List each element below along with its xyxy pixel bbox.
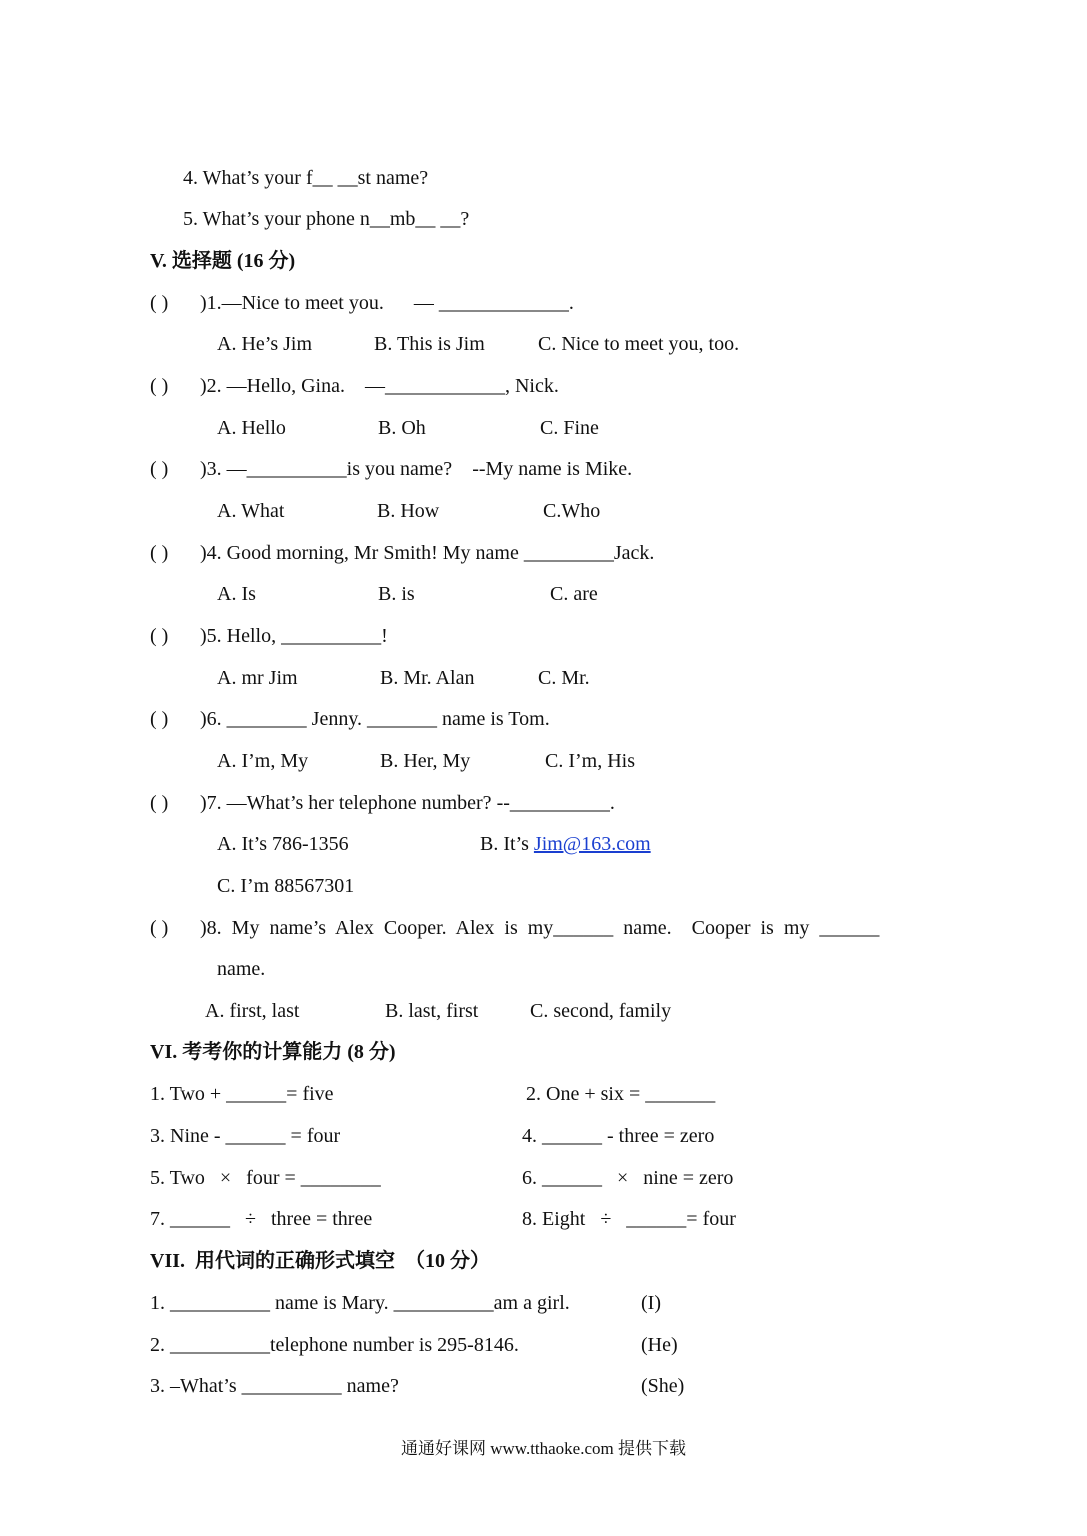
answer-blank[interactable]: ( ) — [150, 708, 169, 730]
section-7-heading: VII. 用代词的正确形式填空 （10 分） — [150, 1250, 491, 1272]
option-b: B. Oh — [378, 417, 426, 439]
mc-question-1: )1.—Nice to meet you. — _____________. — [200, 292, 574, 314]
mc-question-5: )5. Hello, __________! — [200, 625, 388, 647]
option-c: C. Mr. — [538, 667, 590, 689]
pronoun-hint-3: (She) — [641, 1375, 685, 1397]
email-link[interactable]: Jim@163.com — [533, 833, 651, 855]
option-c: C.Who — [543, 500, 601, 522]
option-a: A. Hello — [217, 417, 286, 439]
option-c: C. I’m 88567301 — [217, 875, 355, 897]
mc-question-7: )7. —What’s her telephone number? --__________. — [200, 792, 615, 814]
calc-item-4: 4. ______ - three = zero — [522, 1125, 715, 1147]
pronoun-item-3: 3. –What’s __________ name? — [150, 1375, 399, 1397]
calc-item-1: 1. Two + ______= five — [150, 1083, 334, 1105]
fill-question-5: 5. What’s your phone n__mb__ __? — [183, 208, 470, 230]
option-b — [480, 832, 651, 856]
calc-item-3: 3. Nine - ______ = four — [150, 1125, 341, 1147]
option-a: A. first, last — [205, 1000, 300, 1022]
answer-blank[interactable]: ( ) — [150, 792, 169, 814]
mc-question-2: )2. —Hello, Gina. —____________, Nick. — [200, 375, 559, 397]
pronoun-item-2: 2. __________telephone number is 295-8146. — [150, 1334, 519, 1356]
option-a: A. It’s 786-1356 — [217, 833, 349, 855]
option-c: C. I’m, His — [545, 750, 635, 772]
option-b: B. last, first — [385, 1000, 479, 1022]
page-footer: 通通好课网 www.tthaoke.com 提供下载 — [400, 1439, 687, 1458]
option-b: B. Mr. Alan — [380, 667, 475, 689]
option-c: C. are — [550, 583, 598, 605]
calc-item-7: 7. ______ ÷ three = three — [150, 1208, 373, 1230]
mc-question-8-continued: name. — [217, 958, 266, 980]
option-b: B. is — [378, 583, 415, 605]
answer-blank[interactable]: ( ) — [150, 542, 169, 564]
calc-item-2: 2. One + six = _______ — [526, 1083, 716, 1105]
answer-blank[interactable]: ( ) — [150, 292, 169, 314]
mc-question-8: )8. My name’s Alex Cooper. Alex is my______ name. Cooper is my ______ — [200, 917, 880, 939]
option-c: C. Fine — [540, 417, 599, 439]
option-a: A. I’m, My — [217, 750, 309, 772]
option-b: B. Her, My — [380, 750, 471, 772]
pronoun-hint-1: (I) — [641, 1292, 661, 1314]
answer-blank[interactable]: ( ) — [150, 375, 169, 397]
calc-item-8: 8. Eight ÷ ______= four — [522, 1208, 736, 1230]
option-a: A. What — [217, 500, 285, 522]
option-b: B. How — [377, 500, 440, 522]
option-c: C. Nice to meet you, too. — [538, 333, 740, 355]
answer-blank[interactable]: ( ) — [150, 625, 169, 647]
option-a: A. He’s Jim — [217, 333, 312, 355]
pronoun-item-1: 1. __________ name is Mary. __________am a girl. — [150, 1292, 570, 1314]
option-b-label: B. It’s — [480, 833, 534, 855]
answer-blank[interactable]: ( ) — [150, 917, 169, 939]
fill-question-4: 4. What’s your f__ __st name? — [183, 167, 429, 189]
calc-item-5: 5. Two × four = ________ — [150, 1167, 381, 1189]
mc-question-4: )4. Good morning, Mr Smith! My name _________Jack. — [200, 542, 655, 564]
option-a: A. Is — [217, 583, 256, 605]
calc-item-6: 6. ______ × nine = zero — [522, 1167, 734, 1189]
mc-question-6: )6. ________ Jenny. _______ name is Tom. — [200, 708, 550, 730]
option-a: A. mr Jim — [217, 667, 298, 689]
mc-question-3: )3. —__________is you name? --My name is Mike. — [200, 458, 633, 480]
answer-blank[interactable]: ( ) — [150, 458, 169, 480]
option-b: B. This is Jim — [374, 333, 485, 355]
pronoun-hint-2: (He) — [641, 1334, 678, 1356]
section-5-heading: V. 选择题 (16 分) — [150, 250, 296, 272]
section-6-heading: VI. 考考你的计算能力 (8 分) — [150, 1041, 396, 1063]
option-c: C. second, family — [530, 1000, 672, 1022]
